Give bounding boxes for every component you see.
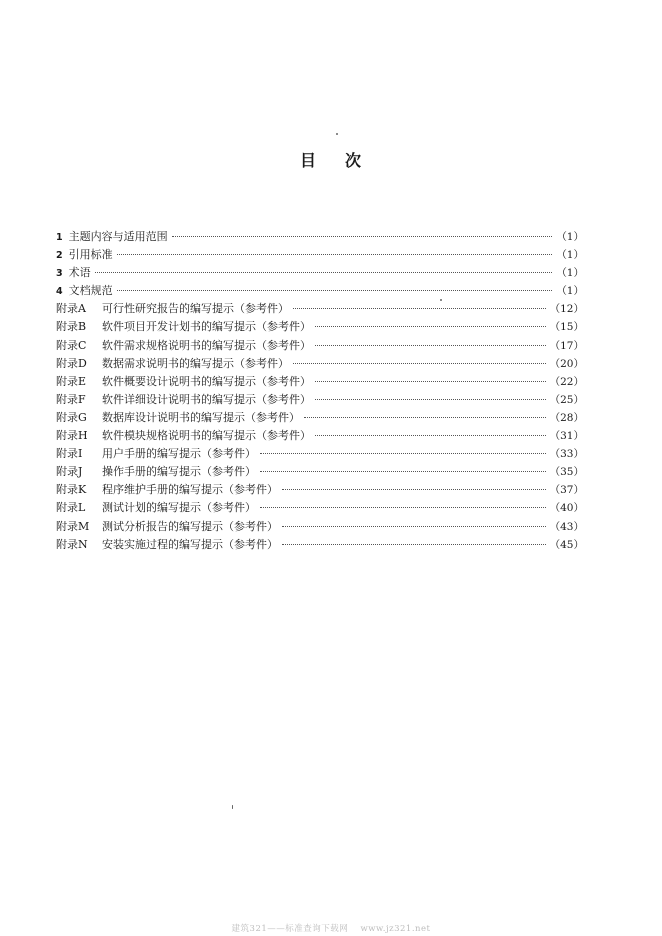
toc-leader-dots bbox=[282, 479, 546, 490]
toc-entry-title: 数据库设计说明书的编写提示（参考件） bbox=[102, 410, 300, 424]
toc-entry-page: （25） bbox=[549, 393, 584, 406]
toc-leader-dots bbox=[315, 335, 546, 346]
toc-entry-page: （1） bbox=[556, 267, 584, 280]
toc-entry[interactable] bbox=[56, 536, 584, 554]
toc-entry-title: 程序维护手册的编写提示（参考件） bbox=[102, 483, 278, 497]
toc-entry-number: 3 bbox=[56, 268, 63, 280]
scan-speck bbox=[232, 805, 233, 809]
toc-leader-dots bbox=[315, 371, 546, 382]
toc-leader-dots bbox=[260, 461, 546, 472]
toc-leader-dots bbox=[293, 353, 546, 364]
toc-entry-title: 数据需求说明书的编写提示（参考件） bbox=[102, 356, 289, 370]
toc-entry-title: 可行性研究报告的编写提示（参考件） bbox=[102, 302, 289, 316]
toc-entry-appendix-label: 附录M bbox=[56, 519, 90, 533]
scan-speck bbox=[336, 133, 338, 135]
toc-leader-dots bbox=[304, 407, 546, 418]
toc-entry-page: （40） bbox=[549, 502, 584, 515]
toc-entry-title: 软件概要设计说明书的编写提示（参考件） bbox=[102, 374, 311, 388]
toc-entry-page: （37） bbox=[549, 484, 584, 497]
toc-leader-dots bbox=[95, 262, 553, 273]
toc-entry-title: 用户手册的编写提示（参考件） bbox=[102, 447, 256, 461]
toc-entry-page: （45） bbox=[549, 538, 584, 551]
toc-entry-number: 1 bbox=[56, 232, 63, 243]
toc-entry-title: 主题内容与适用范围 bbox=[68, 230, 168, 243]
toc-entry-title: 文档规范 bbox=[68, 284, 113, 298]
toc-entry-number: 2 bbox=[56, 250, 63, 262]
toc-leader-dots bbox=[293, 298, 546, 309]
toc-entry-page: （1） bbox=[556, 285, 584, 298]
toc-entry-title: 软件模块规格说明书的编写提示（参考件） bbox=[102, 429, 311, 443]
toc-entry-appendix-label: 附录C bbox=[56, 338, 87, 352]
toc-entry-title: 软件项目开发计划书的编写提示（参考件） bbox=[102, 320, 311, 334]
toc-leader-dots bbox=[315, 316, 546, 327]
toc-entry-page: （43） bbox=[549, 520, 584, 533]
toc-entry-page: （35） bbox=[549, 466, 584, 479]
toc-entry-title: 术语 bbox=[68, 266, 91, 280]
toc-entry-appendix-label: 附录J bbox=[56, 465, 83, 479]
toc-entry-number: 4 bbox=[56, 286, 63, 298]
toc-entry-page: （15） bbox=[549, 321, 584, 334]
toc-leader-dots bbox=[260, 443, 546, 454]
toc-leader-dots bbox=[315, 389, 546, 400]
toc-entry-page: （22） bbox=[549, 375, 584, 388]
toc-entry-page: （20） bbox=[549, 357, 584, 370]
toc-leader-dots bbox=[260, 497, 546, 508]
toc-entry-page: （33） bbox=[549, 448, 584, 461]
toc-entry-page: （12） bbox=[549, 303, 584, 316]
toc-entry-title: 软件需求规格说明书的编写提示（参考件） bbox=[102, 338, 311, 352]
toc-leader-dots bbox=[117, 280, 553, 291]
toc-entry-appendix-label: 附录E bbox=[56, 374, 87, 388]
title-char: 次 bbox=[345, 151, 363, 170]
toc-entry-appendix-label: 附录K bbox=[56, 483, 87, 497]
toc-entry-page: （31） bbox=[549, 430, 584, 443]
toc-entry-page: （28） bbox=[549, 411, 584, 424]
toc-entry-title: 安装实施过程的编写提示（参考件） bbox=[102, 537, 278, 551]
toc-entry-title: 测试计划的编写提示（参考件） bbox=[102, 501, 256, 515]
footer-watermark: 建筑321——标准查询下载网 www.jz321.net bbox=[231, 924, 431, 934]
toc-leader-dots bbox=[282, 516, 546, 527]
toc-entry-appendix-label: 附录F bbox=[56, 392, 86, 406]
title-char: 目 bbox=[299, 151, 317, 170]
table-of-contents bbox=[56, 228, 584, 554]
toc-leader-dots bbox=[117, 244, 553, 255]
toc-entry-appendix-label: 附录I bbox=[56, 447, 83, 461]
toc-leader-dots bbox=[172, 226, 553, 237]
toc-entry-page: （1） bbox=[556, 231, 584, 243]
toc-entry-appendix-label: 附录A bbox=[56, 302, 86, 316]
toc-entry-appendix-label: 附录G bbox=[56, 410, 87, 424]
toc-entry-appendix-label: 附录L bbox=[56, 501, 86, 515]
toc-leader-dots bbox=[282, 534, 546, 545]
toc-entry-appendix-label: 附录H bbox=[56, 429, 88, 443]
toc-entry-page: （17） bbox=[549, 339, 584, 352]
toc-entry-page: （1） bbox=[556, 249, 584, 262]
toc-leader-dots bbox=[315, 425, 546, 436]
toc-entry-title: 测试分析报告的编写提示（参考件） bbox=[102, 519, 278, 533]
toc-entry-title: 引用标准 bbox=[68, 248, 113, 262]
toc-entry-appendix-label: 附录N bbox=[56, 537, 88, 551]
toc-entry-title: 软件详细设计说明书的编写提示（参考件） bbox=[102, 392, 311, 406]
page-title bbox=[0, 148, 662, 171]
toc-entry-title: 操作手册的编写提示（参考件） bbox=[102, 465, 256, 479]
toc-entry-appendix-label: 附录B bbox=[56, 320, 87, 334]
toc-entry-appendix-label: 附录D bbox=[56, 356, 87, 370]
